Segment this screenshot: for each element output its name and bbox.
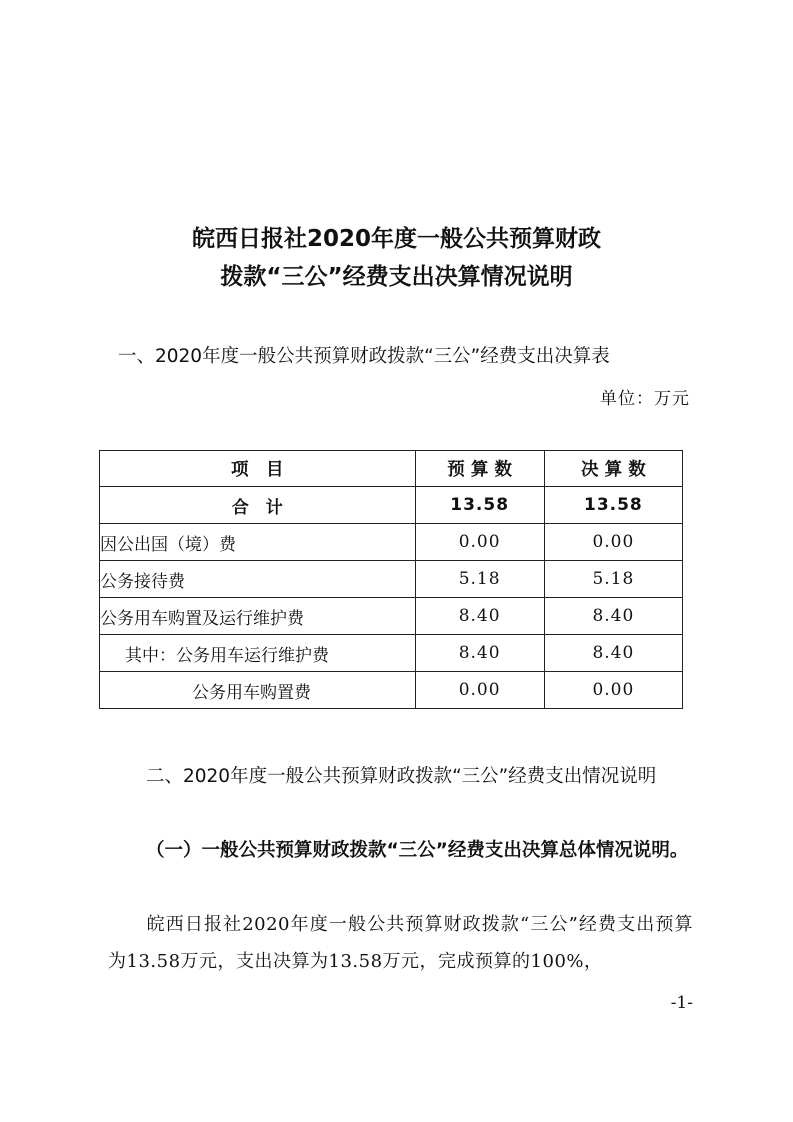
header-budget: 预 算 数 — [415, 451, 544, 487]
expense-table — [99, 450, 683, 709]
body-paragraph-text: 皖西日报社2020年度一般公共预算财政拨款“三公”经费支出预算为13.58万元，支出决算为13.58万元，完成预算的100%， — [108, 914, 693, 972]
row-label: 合 计 — [100, 487, 416, 524]
page-number: -1- — [670, 993, 693, 1013]
header-actual: 决 算 数 — [544, 451, 682, 487]
row-actual: 8.40 — [544, 635, 682, 672]
row-budget: 0.00 — [415, 672, 544, 709]
row-label: 公务用车购置及运行维护费 — [100, 598, 416, 635]
row-label: 公务接待费 — [100, 561, 416, 598]
row-budget: 8.40 — [415, 598, 544, 635]
row-actual: 8.40 — [544, 598, 682, 635]
document-title-line2: 拨款“三公”经费支出决算情况说明 — [220, 264, 573, 290]
table-row — [100, 598, 683, 635]
table-row — [100, 672, 683, 709]
section1-heading: 一、2020年度一般公共预算财政拨款“三公”经费支出决算表 — [118, 346, 610, 367]
table-row — [100, 635, 683, 672]
unit-label: 单位：万元 — [600, 389, 690, 409]
row-budget: 0.00 — [415, 524, 544, 561]
header-item: 项 目 — [100, 451, 416, 487]
table-header-row — [100, 451, 683, 487]
row-label: 公务用车购置费 — [100, 672, 416, 709]
row-actual: 0.00 — [544, 524, 682, 561]
row-budget: 5.18 — [415, 561, 544, 598]
subsection1-heading-text: （一）一般公共预算财政拨款“三公”经费支出决算总体情况说明。 — [146, 840, 689, 861]
row-budget: 8.40 — [415, 635, 544, 672]
document-title-line1: 皖西日报社2020年度一般公共预算财政 — [191, 226, 601, 252]
section2-heading-text: 二、2020年度一般公共预算财政拨款“三公”经费支出情况说明 — [146, 766, 657, 787]
table-row — [100, 561, 683, 598]
row-label: 其中：公务用车运行维护费 — [100, 635, 416, 672]
subsection1-heading — [108, 832, 693, 869]
row-actual: 5.18 — [544, 561, 682, 598]
row-actual: 0.00 — [544, 672, 682, 709]
table-row — [100, 524, 683, 561]
table-row-total — [100, 487, 683, 524]
row-label: 因公出国（境）费 — [100, 524, 416, 561]
row-actual: 13.58 — [544, 487, 682, 524]
row-budget: 13.58 — [415, 487, 544, 524]
body-paragraph — [108, 906, 693, 980]
section2-heading — [108, 758, 693, 795]
